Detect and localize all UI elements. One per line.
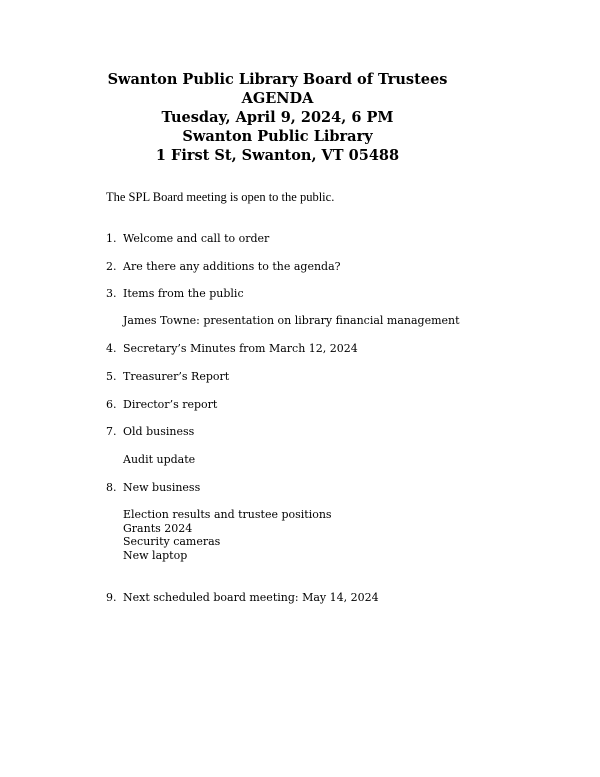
agenda-item-number: 8. xyxy=(106,481,117,494)
agenda-item-text: Next scheduled board meeting: May 14, 2024 xyxy=(123,591,379,604)
agenda-item xyxy=(106,260,341,273)
meeting-location: Swanton Public Library xyxy=(182,128,373,145)
agenda-item xyxy=(106,591,379,604)
agenda-item-text: New business xyxy=(123,481,201,494)
meeting-date: Tuesday, April 9, 2024, 6 PM xyxy=(161,109,394,126)
board-title: Swanton Public Library Board of Trustees xyxy=(107,71,448,88)
agenda-item-text: Items from the public xyxy=(123,287,244,300)
agenda-subitem: Audit update xyxy=(123,453,196,466)
agenda-item-number: 4. xyxy=(106,342,117,355)
agenda-item-number: 9. xyxy=(106,591,117,604)
agenda-item xyxy=(106,481,200,494)
agenda-item xyxy=(106,342,358,355)
agenda-item-number: 5. xyxy=(106,370,117,383)
agenda-subitems xyxy=(123,508,332,562)
agenda-subitems xyxy=(123,453,195,467)
agenda-subitem: Grants 2024 xyxy=(123,521,193,535)
meeting-address: 1 First St, Swanton, VT 05488 xyxy=(155,147,400,164)
agenda-item-text: Director’s report xyxy=(123,398,218,411)
agenda-item xyxy=(106,398,217,411)
agenda-item-number: 7. xyxy=(106,425,117,438)
agenda-item-number: 3. xyxy=(106,287,117,300)
agenda-item xyxy=(106,232,269,245)
agenda-subitems xyxy=(123,314,460,328)
agenda-subitem: Security cameras xyxy=(123,535,221,548)
agenda-item-number: 1. xyxy=(106,232,117,245)
agenda-item-number: 2. xyxy=(106,260,117,273)
agenda-subitem: James Towne: presentation on library financial management xyxy=(123,314,460,327)
agenda-item xyxy=(106,425,194,438)
agenda-item-number: 6. xyxy=(106,398,117,411)
agenda-item xyxy=(106,287,244,300)
intro-text: The SPL Board meeting is open to the public. xyxy=(106,190,335,204)
agenda-subitem: Election results and trustee positions xyxy=(123,508,332,521)
agenda-subitem: New laptop xyxy=(123,548,188,562)
agenda-item-text: Secretary’s Minutes from March 12, 2024 xyxy=(123,342,358,355)
agenda-title: AGENDA xyxy=(241,90,314,107)
agenda-item-text: Old business xyxy=(123,425,195,438)
agenda-item xyxy=(106,370,229,383)
agenda-item-text: Welcome and call to order xyxy=(123,232,270,245)
agenda-item-text: Are there any additions to the agenda? xyxy=(123,260,341,273)
agenda-item-text: Treasurer’s Report xyxy=(123,370,230,383)
